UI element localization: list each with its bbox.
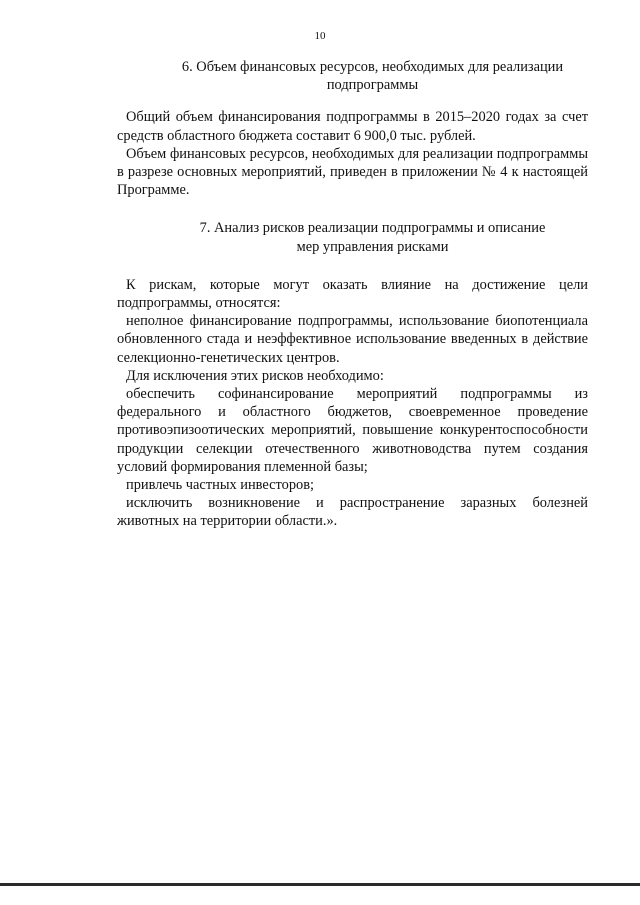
section-6-heading-line-2: подпрограммы bbox=[326, 77, 419, 94]
section-7-heading-line-2: мер управления рисками bbox=[296, 238, 449, 255]
section-6-paragraph-2: Объем финансовых ресурсов, необходимых для реализации подпрограммы в разрезе основных мероприятий, приведен в приложении № 4 к настоящей Программе. bbox=[117, 145, 588, 199]
section-7-paragraph-2: неполное финансирование подпрограммы, использование биопотенциала обновленного стада и неэффективное использование введенных в действие селекционно-генетических центров. bbox=[117, 313, 588, 366]
section-7-heading-line-1: 7. Анализ рисков реализации подпрограммы и описание bbox=[199, 220, 546, 237]
section-7-heading bbox=[117, 219, 588, 255]
section-7-paragraph-6: исключить возникновение и распространение заразных болезней животных на территории области.». bbox=[117, 495, 588, 530]
scan-bottom-border bbox=[0, 883, 640, 886]
section-7-paragraph-5: привлечь частных инвесторов; bbox=[126, 477, 314, 494]
document-body bbox=[117, 58, 588, 531]
section-7-paragraph-1: К рискам, которые могут оказать влияние на достижение цели подпрограммы, относятся: bbox=[117, 276, 588, 312]
section-6-heading bbox=[117, 58, 588, 94]
section-6-heading-line-1: 6. Объем финансовых ресурсов, необходимых для реализации bbox=[181, 59, 564, 75]
section-7-paragraph-4: обеспечить софинансирование мероприятий подпрограммы из федерального и областного бюджетов, своевременное проведение противоэпизоотических мероприятий, повышение конкурентоспособности продукции селекции отечественного животноводства путем создания условий формирования племенной базы; bbox=[117, 386, 588, 475]
section-6-paragraph-1: Общий объем финансирования подпрограммы в 2015–2020 годах за счет средств областного бюджета составит 6 900,0 тыс. рублей. bbox=[117, 109, 588, 144]
page-number: 10 bbox=[314, 30, 326, 42]
section-7-paragraph-3: Для исключения этих рисков необходимо: bbox=[126, 367, 384, 384]
